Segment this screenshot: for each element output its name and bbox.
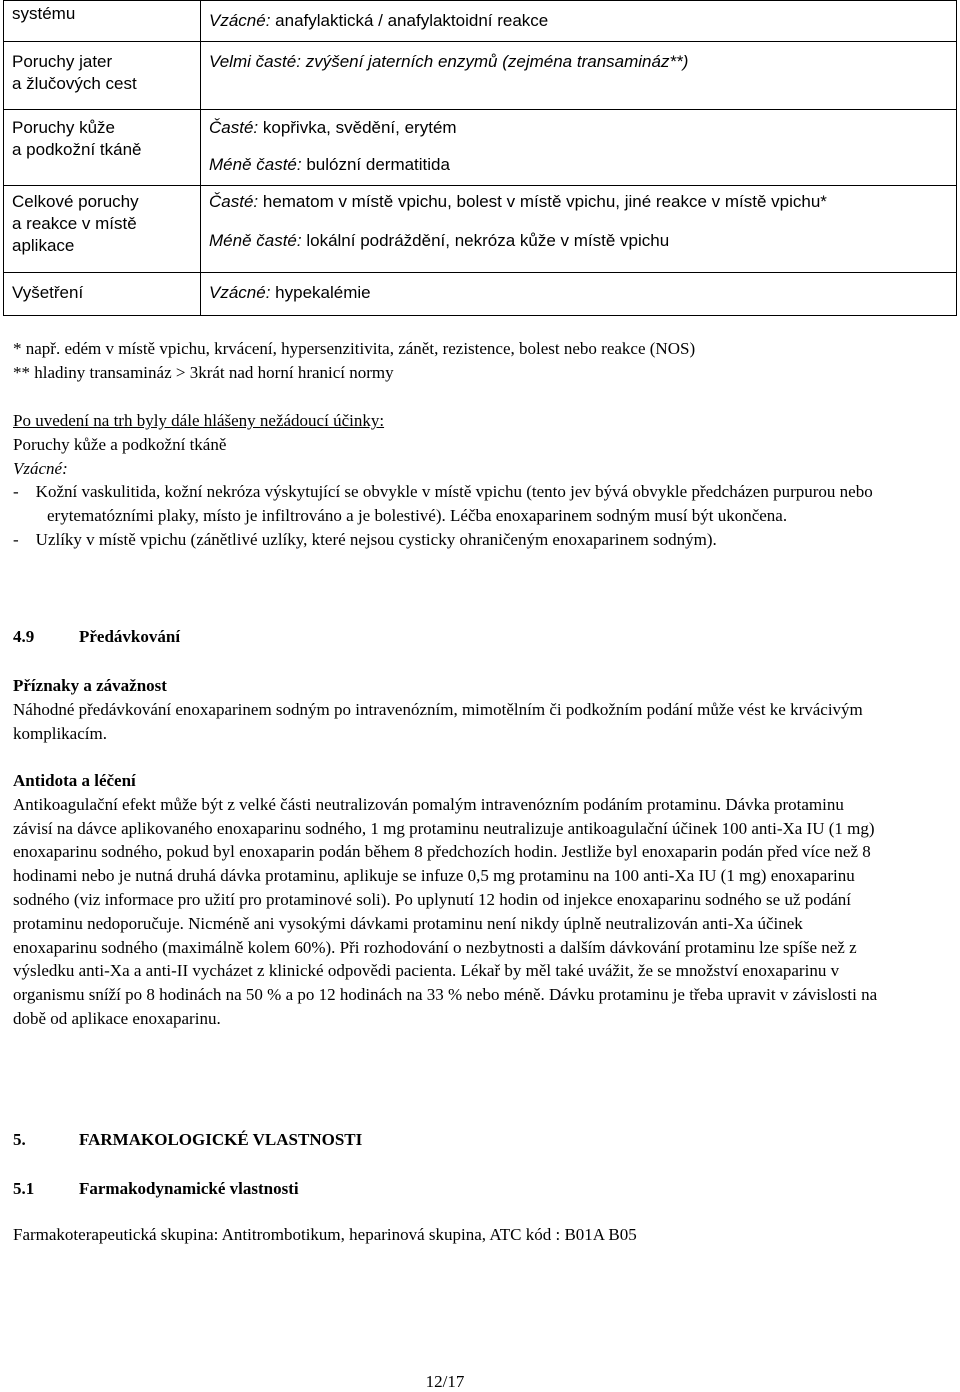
symptoms-section	[13, 674, 883, 745]
table-cell-category	[4, 273, 201, 316]
table-cell-effects	[201, 1, 957, 42]
effect-line: Vzácné: anafylaktická / anafylaktoidní reakce	[209, 11, 549, 30]
category-text: a žlučových cest	[12, 74, 137, 93]
postmarketing-section	[13, 409, 893, 552]
section-heading-5: 5. FARMAKOLOGICKÉ VLASTNOSTI	[13, 1130, 363, 1149]
category-text: a reakce v místě	[12, 214, 137, 233]
table-row	[4, 1, 957, 42]
table-cell-effects	[201, 110, 957, 186]
table-row	[4, 273, 957, 316]
effect-line: Méně časté: bulózní dermatitida	[209, 155, 450, 174]
category-text: Poruchy kůže	[12, 118, 115, 137]
effect-line: Časté: hematom v místě vpichu, bolest v místě vpichu, jiné reakce v místě vpichu*	[209, 192, 827, 211]
section-heading-5-1: 5.1 Farmakodynamické vlastnosti	[13, 1179, 299, 1198]
symptoms-text: Náhodné předávkování enoxaparinem sodným po intravenózním, mimotělním či podkožním podání může vést ke krvácivým komplikacím.	[13, 699, 863, 743]
section-heading-4-9: 4.9 Předávkování	[13, 627, 181, 646]
effect-line: Méně časté: lokální podráždění, nekróza kůže v místě vpichu	[209, 231, 670, 250]
footnote: ** hladiny transamináz > 3krát nad horní hranicí normy	[13, 362, 394, 382]
category-text: Celkové poruchy	[12, 192, 139, 211]
effect-line: Velmi časté: zvýšení jaterních enzymů (zejména transamináz**)	[209, 52, 689, 71]
antidote-text: Antikoagulační efekt může být z velké části neutralizován pomalým intravenózním podáním protaminu. Dávka protaminu závisí na dávce aplikovaného enoxaparinu sodného, 1 mg protaminu neutralizuje antikoagulační účinek 100 anti-Xa IU (1 mg) enoxaparinu sodného, pokud byl enoxaparin podán během 8 předchozích hodin. Jestliže byl enoxaparin podán před více než 8 hodinami nebo je nutná druhá dávka protaminu, aplikuje se infuze 0,5 mg protaminu na 100 anti-Xa IU (1 mg) enoxaparinu sodného (viz informace pro užití pro protaminové soli). Po uplynutí 12 hodin od injekce enoxaparinu sodného se už podání protaminu nedoporučuje. Nicméně ani vysokými dávkami protaminu není nikdy úplně neutralizován anti-Xa účinek enoxaparinu sodného (maximálně kolem 60%). Při rozhodování o nezbytnosti a dalším dávkování protaminu lze spíše než z výsledku anti-Xa a anti-II vycházet z klinické odpovědi pacienta. Lékař by měl také uvážit, že se množství enoxaparinu v organismu sníží po 8 hodinách na 50 % a po 12 hodinách na 33 % nebo méně. Dávku protaminu je třeba upravit v závislosti na době od aplikace enoxaparinu.	[13, 794, 878, 1028]
postmarketing-heading: Po uvedení na trh byly dále hlášeny nežádoucí účinky:	[13, 411, 385, 430]
table-cell-category	[4, 110, 201, 186]
table-cell-category	[4, 42, 201, 110]
table-cell-effects	[201, 42, 957, 110]
category-text: systému	[12, 4, 76, 23]
postmarketing-category: Poruchy kůže a podkožní tkáně	[13, 434, 227, 454]
table-cell-category	[4, 186, 201, 273]
pharmaco-group-text: Farmakoterapeutická skupina: Antitrombotikum, heparinová skupina, ATC kód : B01A B05	[13, 1225, 637, 1244]
table-row	[4, 186, 957, 273]
table-cell-effects	[201, 273, 957, 316]
table-cell-category	[4, 1, 201, 42]
category-text: Poruchy jater	[12, 52, 113, 71]
table-row	[4, 42, 957, 110]
category-text: aplikace	[12, 236, 75, 255]
footnote: * např. edém v místě vpichu, krvácení, hypersenzitivita, zánět, rezistence, bolest nebo reakce (NOS)	[13, 339, 696, 358]
page-number: 12/17	[425, 1372, 465, 1391]
list-item: - Kožní vaskulitida, kožní nekróza výskytující se obvykle v místě vpichu (tento jev bývá obvykle předcházen purpurou nebo erytematózními plaky, místo je infiltrováno a je bolestivé). Léčba enoxaparinem sodným musí být ukončena.	[13, 482, 877, 526]
category-text: a podkožní tkáně	[12, 140, 142, 159]
table-row	[4, 110, 957, 186]
footnotes	[13, 337, 913, 385]
effect-line: Časté: kopřivka, svědění, erytém	[209, 118, 457, 137]
antidote-heading: Antidota a léčení	[13, 771, 136, 790]
postmarketing-frequency: Vzácné:	[13, 458, 68, 478]
antidote-section	[13, 769, 883, 1031]
list-item: - Uzlíky v místě vpichu (zánětlivé uzlíky, které nejsou cysticky ohraničeným enoxaparinem sodným).	[13, 529, 717, 549]
category-text: Vyšetření	[12, 283, 84, 302]
adverse-effects-table	[3, 0, 957, 316]
table-cell-effects	[201, 186, 957, 273]
symptoms-heading: Příznaky a závažnost	[13, 676, 167, 695]
effect-line: Vzácné: hypekalémie	[209, 283, 371, 302]
